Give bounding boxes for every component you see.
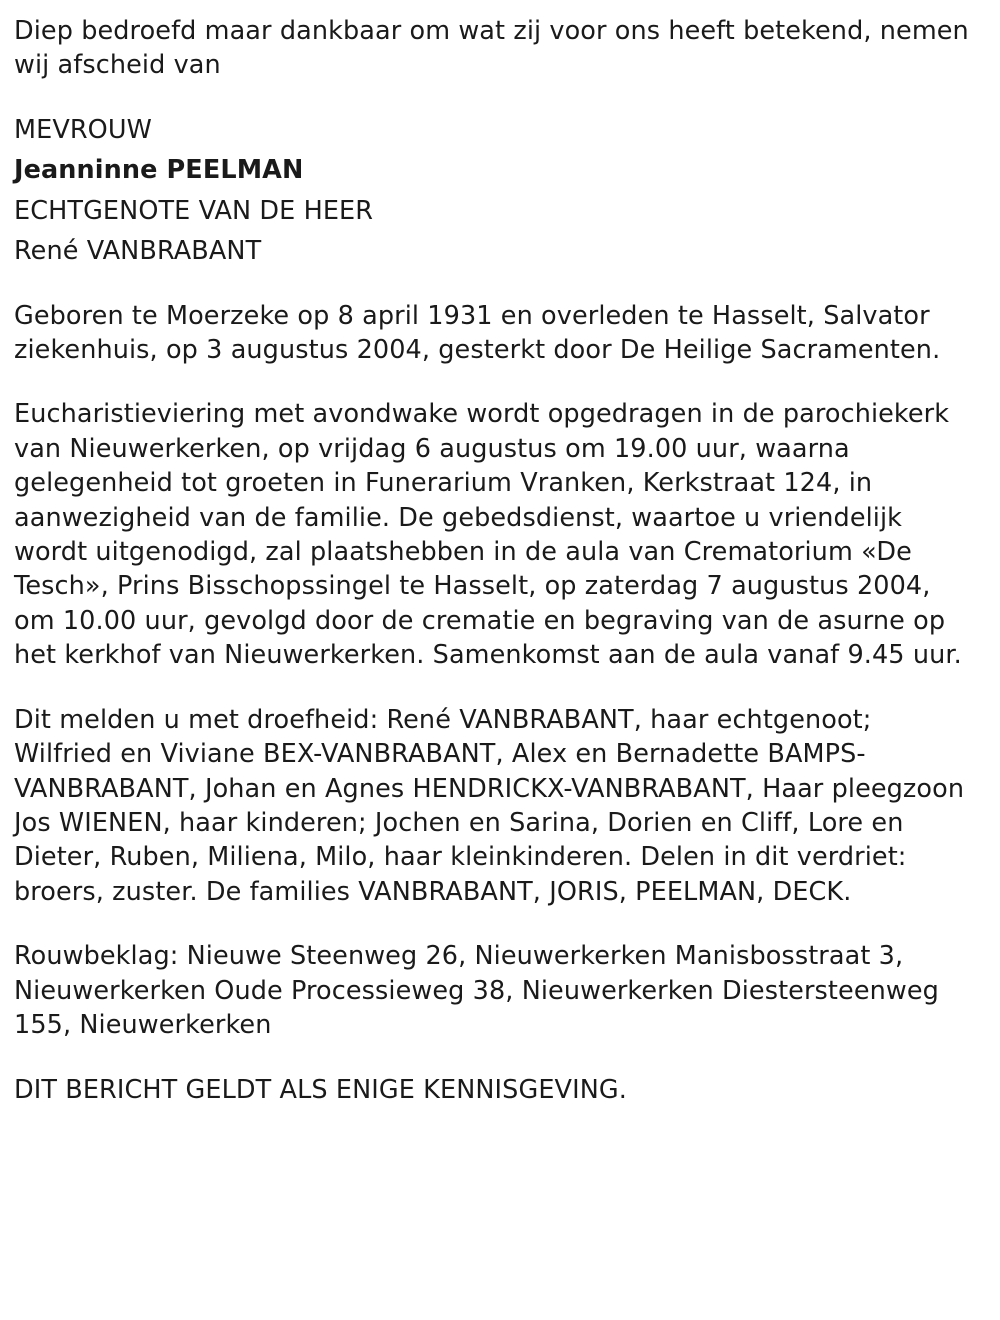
spouse-label: ECHTGENOTE VAN DE HEER xyxy=(14,195,374,226)
salutation-line: MEVROUW xyxy=(14,114,152,145)
deceased-name: Jeanninne PEELMAN xyxy=(14,155,304,186)
intro-paragraph: Diep bedroefd maar dankbaar om wat zij voor ons heeft betekend, nemen wij afscheid van xyxy=(14,16,969,81)
ceremony-paragraph: Eucharistieviering met avondwake wordt opgedragen in de parochiekerk van Nieuwerkerken, op vrijdag 6 augustus om 19.00 uur, waarna gelegenheid tot groeten in Funerarium Vranken, Kerkstraat 124, in aanwezigheid van de familie. De gebedsdienst, waartoe u vriendelijk wordt uitgenodigd, zal plaatshebben in de aula van Crematorium «De Tesch», Prins Bisschopssingel te Hasselt, op zaterdag 7 augustus 2004, om 10.00 uur, gevolgd door de crematie en begraving van de asurne op het kerkhof van Nieuwerkerken. Samenkomst aan de aula vanaf 9.45 uur. xyxy=(14,399,962,671)
spouse-name: René VANBRABANT xyxy=(14,236,262,267)
closing-statement: DIT BERICHT GELDT ALS ENIGE KENNISGEVING. xyxy=(14,1074,627,1105)
family-paragraph: Dit melden u met droefheid: René VANBRABANT, haar echtgenoot; Wilfried en Viviane BEX-VANBRABANT, Alex en Bernadette BAMPS-VANBRABANT, Johan en Agnes HENDRICKX-VANBRABANT, Haar pleegzoon Jos WIENEN, haar kinderen; Jochen en Sarina, Dorien en Cliff, Lore en Dieter, Ruben, Miliena, Milo, haar kleinkinderen. Delen in dit verdriet: broers, zuster. De families VANBRABANT, JORIS, PEELMAN, DECK. xyxy=(14,704,965,907)
birth-death-paragraph: Geboren te Moerzeke op 8 april 1931 en overleden te Hasselt, Salvator ziekenhuis, op 3 augustus 2004, gesterkt door De Heilige Sacramenten. xyxy=(14,300,941,365)
condolences-paragraph: Rouwbeklag: Nieuwe Steenweg 26, Nieuwerkerken Manisbosstraat 3, Nieuwerkerken Oude Processieweg 38, Nieuwerkerken Diestersteenweg 155, Nieuwerkerken xyxy=(14,941,939,1041)
